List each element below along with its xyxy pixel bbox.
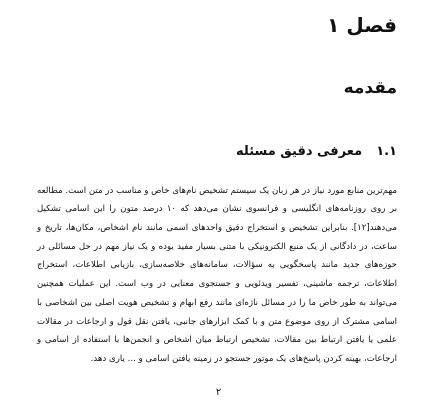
chapter-title: فصل ۱ (327, 13, 397, 37)
body-paragraph: مهم‌ترین منابع مورد نیاز در هر زبان یک سیستم تشخیص نام‌های خاص و مناسب در متن است. مطالعه بر روی روزنامه‌های انگلیسی و فرانسوی نشان می‌دهد که ۱۰ درصد متون را این اسامی تشکیل می‌دهند[۱۲]. بنابراین تشخیص و استخراج دقیق واحدهای اسمی مانند نام اشخاص، مکان‌ها، تاریخ و ساعت، در دادگانی از یک منبع الکترونیکی با متنی بسیار مفید بوده و یک نیاز مهم در حل مسائلی در حوزه‌های جدید مانند پاسخگویی به سؤالات، سامانه‌های خلاصه‌سازی، بازیابی اطلاعات، استخراج اطلاعات، ترجمه ماشینی، تفسیر ویدئویی و جستجوی معنایی در وب است. این عملیات همچنین می‌تواند به طور خاص ما را در مسائل ناژه‌ای مانند رفع ابهام و تشخیص هویت اصلی بین اشخاصی با اسامی مشترک از روی موضوع متن و با کمک ابزارهای جانبی، یافتن نقل قول و ارجاعات در مقالات علمی یا یافتن ارتباط بین مقالات، تشخیص ارتباط میان اشخاص و انجمن‌ها با استفاده از اسامی و ارجاعات، بهینه کردن پاسخ‌های یک موتور جستجو در زمینه یافتن اسامی و ... یاری دهد. (37, 185, 397, 364)
chapter-name: مقدمه (343, 78, 397, 98)
section-title: معرفی دقیق مسئله (236, 144, 363, 159)
section-number: ۱.۱ (376, 144, 397, 159)
section-heading (236, 141, 397, 163)
page-number: ۲ (215, 387, 222, 398)
